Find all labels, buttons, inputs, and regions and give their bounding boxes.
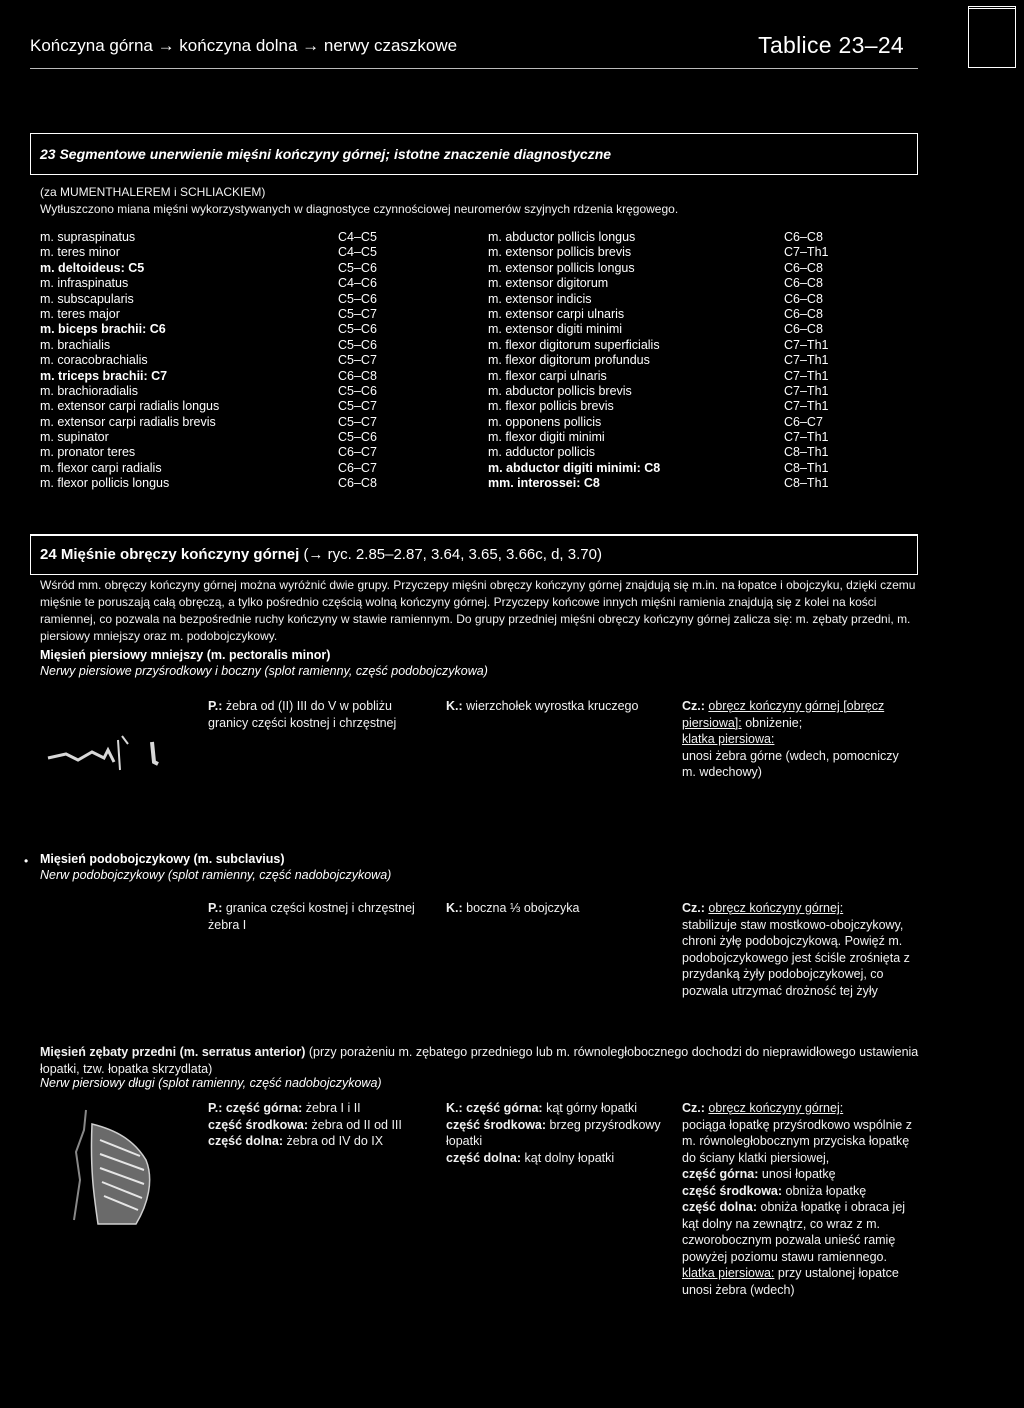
- muscle-3-origin: [208, 1100, 438, 1150]
- muscle-1-function-text: obniżenie;: [745, 715, 803, 730]
- muscle-name: m. extensor pollicis brevis: [488, 245, 632, 260]
- muscle-name: m. supinator: [40, 430, 109, 445]
- segment-value: C7–Th1: [784, 245, 829, 260]
- segment-value: C5–C7: [338, 306, 377, 321]
- origin-label: P.:: [208, 901, 223, 915]
- muscle-name: m. opponens pollicis: [488, 414, 602, 429]
- segment-row: [40, 322, 440, 337]
- muscle-1-function-text-2: unosi żebra górne (wdech, pomocniczy m. wdechowy): [682, 748, 899, 779]
- section-23-title: 23 Segmentowe unerwienie mięśni kończyny górnej; istotne znaczenie diagnostyczne: [40, 146, 612, 162]
- muscle-1-function-link: obręcz kończyny górnej [obręcz piersiowa]:: [682, 699, 885, 730]
- function-part-label: część górna:: [682, 1167, 759, 1181]
- muscle-3-function-text: pociąga łopatkę przyśrodkowo wspólnie z m. równoległobocznym przyciska łopatkę do ściany klatki piersiowej,: [682, 1117, 912, 1165]
- muscle-name: m. flexor digitorum profundus: [488, 353, 650, 368]
- segment-value: C7–Th1: [784, 353, 829, 368]
- segment-row: [488, 430, 888, 445]
- muscle-3-header: [40, 1044, 920, 1077]
- origin-label: P.:: [208, 1101, 223, 1115]
- muscle-name: m. flexor digiti minimi: [488, 430, 605, 445]
- muscle-name: m. abductor digiti minimi: C8: [488, 460, 661, 475]
- function-part-text: obniża łopatkę i obraca jej kąt dolny na zewnątrz, co wraz z m. czworobocznym pozwala unieść ramię powyżej poziomu stawu ramiennego.: [682, 1200, 906, 1264]
- segment-row: [40, 230, 440, 245]
- muscle-name: m. extensor pollicis longus: [488, 260, 635, 275]
- segment-row: [488, 338, 888, 353]
- muscle-name: m. flexor pollicis longus: [40, 476, 170, 491]
- function-label: Cz.:: [682, 699, 705, 713]
- segment-row: [488, 261, 888, 276]
- muscle-name: m. extensor carpi ulnaris: [488, 306, 625, 321]
- segment-row: [40, 276, 440, 291]
- insertion-label: K.:: [446, 1101, 463, 1115]
- muscle-name: mm. interossei: C8: [488, 476, 600, 491]
- muscle-name: m. extensor indicis: [488, 291, 592, 306]
- segment-row: [40, 245, 440, 260]
- insertion-part-label: część środkowa:: [446, 1117, 547, 1132]
- muscle-3-function-text-2: przy ustalonej łopatce unosi żebra (wdech): [682, 1266, 899, 1297]
- muscle-3-illustration: [56, 1100, 166, 1230]
- muscle-2-function-link: obręcz kończyny górnej:: [708, 901, 844, 915]
- muscle-1-insertion-text: wierzchołek wyrostka kruczego: [466, 699, 639, 713]
- muscle-name: m. coracobrachialis: [40, 353, 148, 368]
- segment-value: C6–C8: [784, 276, 823, 291]
- segment-value: C8–Th1: [784, 476, 829, 491]
- muscle-name: m. deltoideus: C5: [40, 260, 145, 275]
- muscle-1-origin-text: żebra od (II) III do V w pobliżu granicy części kostnej i chrzęstnej: [208, 699, 397, 730]
- segment-value: C7–Th1: [784, 383, 829, 398]
- segment-row: [488, 353, 888, 368]
- muscle-name: m. infraspinatus: [40, 276, 129, 291]
- muscle-name: m. extensor digiti minimi: [488, 322, 623, 337]
- section-24-figure-ref: (→ ryc. 2.85–2.87, 3.64, 3.65, 3.66c, d, 3.70): [303, 546, 602, 563]
- segment-row: [40, 338, 440, 353]
- segment-value: C7–Th1: [784, 337, 829, 352]
- muscle-name: m. flexor pollicis brevis: [488, 399, 614, 414]
- segment-row: [488, 307, 888, 322]
- muscle-name: m. brachialis: [40, 337, 111, 352]
- muscle-name: m. flexor carpi radialis: [40, 460, 162, 475]
- segment-value: C5–C7: [338, 414, 377, 429]
- muscle-name: m. extensor digitorum: [488, 276, 609, 291]
- muscle-name: m. teres major: [40, 306, 120, 321]
- muscle-3-nerve: Nerw piersiowy długi (splot ramienny, część nadobojczykowa): [40, 1076, 382, 1090]
- muscle-1-function-link-2: klatka piersiowa:: [682, 732, 775, 746]
- segment-row: [488, 461, 888, 476]
- insertion-label: K.:: [446, 699, 463, 713]
- segment-value: C4–C5: [338, 230, 377, 244]
- section-23-source: (za MUMENTHALEREM i SCHLIACKIEM): [40, 185, 266, 199]
- segment-value: C6–C8: [784, 291, 823, 306]
- muscle-name: m. triceps brachii: C7: [40, 368, 168, 383]
- muscle-2-origin-text: granica części kostnej i chrzęstnej żebra I: [208, 901, 415, 932]
- segment-value: C7–Th1: [784, 430, 829, 445]
- breadcrumb: Kończyna górna → kończyna dolna → nerwy czaszkowe: [30, 36, 458, 55]
- segment-value: C6–C8: [338, 476, 377, 491]
- segment-row: [40, 369, 440, 384]
- insertion-part-text: brzeg przyśrodkowy łopatki: [446, 1117, 661, 1148]
- muscle-1-nerve: Nerwy piersiowe przyśrodkowy i boczny (splot ramienny, część podobojczykowa): [40, 664, 488, 678]
- muscle-name: m. supraspinatus: [40, 230, 136, 244]
- segment-row: [488, 476, 888, 491]
- insertion-part-label: część dolna:: [446, 1150, 522, 1165]
- segment-value: C5–C6: [338, 291, 377, 306]
- segment-row: [488, 322, 888, 337]
- segment-row: [488, 384, 888, 399]
- segment-value: C8–Th1: [784, 445, 829, 460]
- corner-marker-box: [968, 6, 1016, 68]
- segment-value: C6–C8: [784, 306, 823, 321]
- header-divider: [30, 68, 918, 69]
- segment-value: C6–C8: [784, 230, 823, 244]
- segment-value: C7–Th1: [784, 368, 829, 383]
- segment-row: [40, 445, 440, 460]
- muscle-3-function: [682, 1100, 912, 1298]
- function-part-label: część środkowa:: [682, 1183, 783, 1198]
- segment-value: C6–C7: [338, 445, 377, 460]
- segment-value: C4–C6: [338, 276, 377, 291]
- segment-value: C6–C8: [338, 368, 377, 383]
- muscle-name: m. abductor pollicis longus: [488, 230, 636, 244]
- muscle-name: m. extensor carpi radialis brevis: [40, 414, 216, 429]
- bullet-marker: •: [24, 854, 29, 868]
- muscle-1-function: [682, 698, 912, 781]
- segment-value: C6–C7: [338, 460, 377, 475]
- origin-part-label: część środkowa:: [208, 1117, 309, 1132]
- section-24-title-text: 24 Mięśnie obręczy kończyny górnej: [40, 546, 300, 563]
- muscle-2-insertion-text: boczna ⅓ obojczyka: [466, 901, 580, 915]
- segment-row: [488, 369, 888, 384]
- segment-row: [488, 415, 888, 430]
- muscle-3-title: Mięsień zębaty przedni (m. serratus anterior): [40, 1045, 306, 1059]
- segment-value: C6–C8: [784, 322, 823, 337]
- muscle-name: m. teres minor: [40, 245, 120, 260]
- muscle-2-origin: [208, 900, 428, 933]
- segment-row: [40, 261, 440, 276]
- muscle-name: m. flexor digitorum superficialis: [488, 337, 660, 352]
- function-label: Cz.:: [682, 1101, 705, 1115]
- muscle-1-origin: [208, 698, 428, 731]
- section-24-paragraph: Wśród mm. obręczy kończyny górnej można wyróżnić dwie grupy. Przyczepy mięśni obręczy kończyny górnej znajdują się m.in. na łopatce i obojczyku, dzięki czemu mięśnie te poruszają całą obręczą, a tylko pośrednio częścią wolną kończyny górnej. Przyczepy końcowe innych mięśni ramienia znajdują się z kolei na kości ramiennej, co pozwala na bezpośrednie ruchy kończyny w stawie ramiennym. Do grupy przedniej mięśni obręczy kończyny górnej zalicza się: m. zębaty przedni, m. piersiowy mniejszy oraz m. podobojczykowy.: [40, 578, 916, 643]
- muscle-2-title: Mięsień podobojczykowy (m. subclavius): [40, 852, 285, 866]
- muscle-name: m. biceps brachii: C6: [40, 322, 166, 337]
- insertion-part-text: kąt górny łopatki: [546, 1101, 638, 1115]
- segment-row: [40, 307, 440, 322]
- segment-row: [488, 230, 888, 245]
- segment-value: C5–C7: [338, 399, 377, 414]
- insertion-label: K.:: [446, 901, 463, 915]
- segment-row: [40, 461, 440, 476]
- muscle-3-function-link-2: klatka piersiowa:: [682, 1266, 775, 1280]
- segment-value: C6–C7: [784, 414, 823, 429]
- muscle-name: m. adductor pollicis: [488, 445, 595, 460]
- segment-value: C5–C6: [338, 430, 377, 445]
- segment-row: [40, 399, 440, 414]
- origin-part-text: żebra I i II: [305, 1101, 361, 1115]
- muscle-2-function-text: stabilizuje staw mostkowo-obojczykowy, chroni żyłę podobojczykową. Powięź m. podobojczykowego jest ściśle zrośnięta z przydanką żyły podobojczykowej, co pozwala utrzymać drożność tej żyły: [682, 917, 910, 998]
- muscle-3-insertion: [446, 1100, 670, 1166]
- segment-value: C5–C6: [338, 260, 377, 275]
- muscle-name: m. pronator teres: [40, 445, 136, 460]
- segment-row: [40, 292, 440, 307]
- segment-row: [40, 384, 440, 399]
- segment-table-right: [488, 230, 888, 492]
- muscle-2-nerve: Nerw podobojczykowy (splot ramienny, część nadobojczykowa): [40, 868, 392, 882]
- muscle-1-insertion: [446, 698, 670, 715]
- muscle-name: m. brachioradialis: [40, 383, 138, 398]
- segment-row: [488, 399, 888, 414]
- segment-value: C4–C5: [338, 245, 377, 260]
- segment-table-left: [40, 230, 440, 492]
- origin-part-label: część górna:: [225, 1101, 303, 1115]
- origin-part-label: część dolna:: [208, 1134, 284, 1148]
- segment-value: C5–C6: [338, 383, 377, 398]
- segment-row: [488, 292, 888, 307]
- origin-part-text: żebra od II od III: [311, 1117, 402, 1132]
- segment-row: [40, 415, 440, 430]
- segment-value: C8–Th1: [784, 460, 829, 475]
- function-part-text: unosi łopatkę: [761, 1167, 836, 1181]
- segment-value: C5–C6: [338, 337, 377, 352]
- segment-row: [488, 445, 888, 460]
- segment-row: [488, 245, 888, 260]
- segment-value: C7–Th1: [784, 399, 829, 414]
- insertion-part-text: kąt dolny łopatki: [524, 1150, 615, 1165]
- origin-part-text: żebra od IV do IX: [286, 1134, 384, 1148]
- segment-value: C6–C8: [784, 260, 823, 275]
- segment-value: C5–C7: [338, 353, 377, 368]
- section-23-note: Wytłuszczono miana mięśni wykorzystywanych w diagnostyce czynnościowej neuromerów szyjnych rdzenia kręgowego.: [40, 202, 679, 216]
- muscle-name: m. abductor pollicis brevis: [488, 383, 632, 398]
- segment-row: [40, 476, 440, 491]
- serratus-anterior-illustration: [56, 1100, 166, 1230]
- muscle-3-function-link: obręcz kończyny górnej:: [708, 1101, 844, 1115]
- function-label: Cz.:: [682, 901, 705, 915]
- section-24-title: [40, 546, 602, 563]
- insertion-part-label: część górna:: [466, 1101, 543, 1115]
- segment-value: C5–C6: [338, 322, 377, 337]
- muscle-1-title: Mięsień piersiowy mniejszy (m. pectoralis minor): [40, 648, 331, 662]
- muscle-3-note: (przy porażeniu m. zębatego przedniego lub m. równoległobocznego dochodzi do nieprawidłowego ustawienia łopatki, tzw. łopatka skrzydlata): [40, 1045, 919, 1076]
- muscle-name: m. flexor carpi ulnaris: [488, 368, 607, 383]
- muscle-name: m. extensor carpi radialis longus: [40, 399, 220, 414]
- muscle-2-function: [682, 900, 912, 999]
- segment-row: [40, 430, 440, 445]
- muscle-1-illustration: [40, 700, 200, 810]
- segment-row: [488, 276, 888, 291]
- function-part-label: część dolna:: [682, 1200, 758, 1214]
- muscle-2-insertion: [446, 900, 670, 917]
- page-tables-label: Tablice 23–24: [758, 32, 904, 58]
- pectoralis-minor-illustration: [40, 700, 200, 810]
- segment-row: [40, 353, 440, 368]
- function-part-text: obniża łopatkę: [785, 1183, 867, 1198]
- muscle-name: m. subscapularis: [40, 291, 134, 306]
- origin-label: P.:: [208, 699, 223, 713]
